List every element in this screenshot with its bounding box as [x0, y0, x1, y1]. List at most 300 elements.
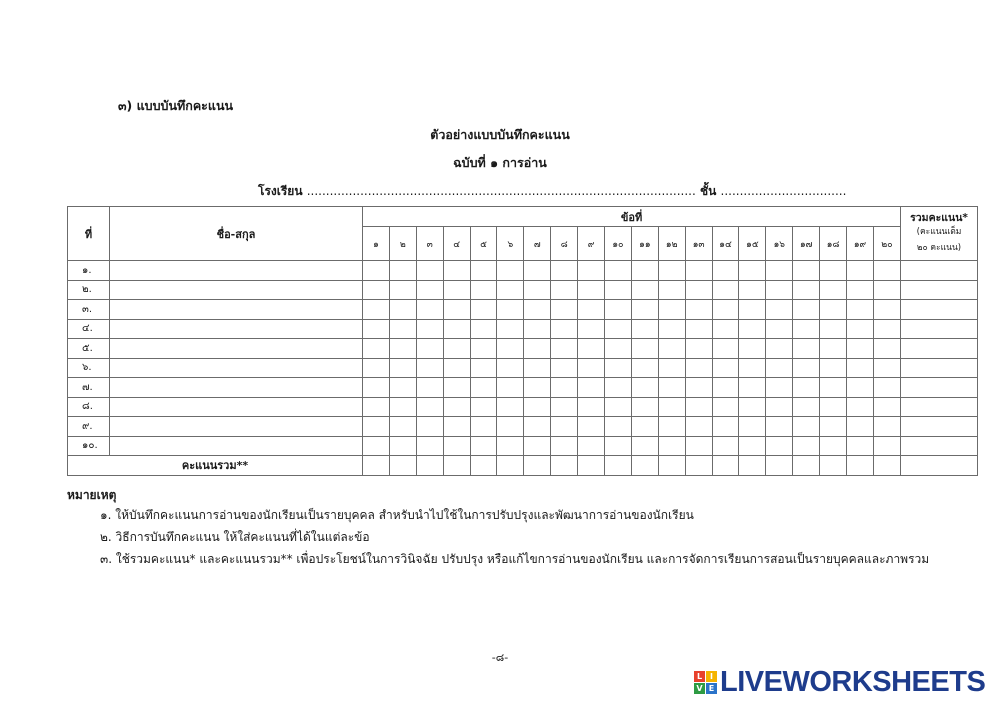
item-score-cell[interactable]: [658, 436, 685, 456]
row-total-cell[interactable]: [901, 378, 978, 398]
item-score-cell[interactable]: [578, 319, 605, 339]
item-score-cell[interactable]: [416, 300, 443, 320]
item-score-cell[interactable]: [873, 417, 900, 437]
item-score-cell[interactable]: [578, 378, 605, 398]
item-score-cell[interactable]: [524, 417, 551, 437]
item-score-cell[interactable]: [470, 358, 497, 378]
item-score-cell[interactable]: [739, 378, 766, 398]
form-title: ตัวอย่างแบบบันทึกคะแนน: [430, 127, 570, 142]
item-score-cell[interactable]: [873, 280, 900, 300]
item-sum-cell[interactable]: [389, 456, 416, 476]
item-score-cell[interactable]: [443, 261, 470, 281]
item-score-cell[interactable]: [497, 417, 524, 437]
item-score-cell[interactable]: [416, 378, 443, 398]
item-score-cell[interactable]: [551, 339, 578, 359]
item-score-cell[interactable]: [793, 300, 820, 320]
student-name-cell[interactable]: [110, 358, 363, 378]
item-score-cell[interactable]: [766, 436, 793, 456]
item-score-cell[interactable]: [578, 339, 605, 359]
item-score-cell[interactable]: [443, 280, 470, 300]
item-score-cell[interactable]: [658, 358, 685, 378]
item-score-cell[interactable]: [631, 300, 658, 320]
item-score-cell[interactable]: [416, 319, 443, 339]
item-score-cell[interactable]: [497, 397, 524, 417]
form-subtitle: ฉบับที่ ๑ การอ่าน: [453, 155, 547, 170]
item-score-cell[interactable]: [820, 261, 847, 281]
item-score-cell[interactable]: [605, 319, 632, 339]
table-row: [68, 417, 978, 437]
item-score-cell[interactable]: [363, 300, 390, 320]
item-score-cell[interactable]: [605, 436, 632, 456]
liveworksheets-logo-icon: [694, 671, 717, 694]
item-score-cell[interactable]: [658, 378, 685, 398]
item-score-cell[interactable]: [847, 397, 874, 417]
row-number: ๑.: [68, 261, 110, 281]
school-field[interactable]: ......................................................................................................: [306, 184, 696, 198]
item-score-cell[interactable]: [578, 358, 605, 378]
item-score-cell[interactable]: [685, 417, 712, 437]
item-score-cell[interactable]: [685, 261, 712, 281]
item-number-header: ๑๑: [631, 227, 658, 261]
item-score-cell[interactable]: [578, 436, 605, 456]
item-score-cell[interactable]: [470, 339, 497, 359]
item-score-cell[interactable]: [766, 397, 793, 417]
item-score-cell[interactable]: [497, 339, 524, 359]
item-score-cell[interactable]: [685, 378, 712, 398]
item-score-cell[interactable]: [712, 436, 739, 456]
item-score-cell[interactable]: [712, 358, 739, 378]
notes-heading: หมายเหตุ: [67, 488, 117, 502]
item-number-header: ๑๓: [685, 227, 712, 261]
total-header-sub1: (คะแนนเต็ม: [916, 226, 962, 237]
item-score-cell[interactable]: [389, 319, 416, 339]
note-2: ๒. วิธีการบันทึกคะแนน ให้ใส่คะแนนที่ได้ในแต่ละข้อ: [100, 530, 370, 544]
item-score-cell[interactable]: [793, 319, 820, 339]
item-sum-cell[interactable]: [631, 456, 658, 476]
item-score-cell[interactable]: [470, 417, 497, 437]
item-score-cell[interactable]: [820, 319, 847, 339]
logo-tile: V: [694, 683, 705, 694]
item-score-cell[interactable]: [658, 397, 685, 417]
row-total-cell[interactable]: [901, 300, 978, 320]
item-score-cell[interactable]: [847, 261, 874, 281]
row-total-cell[interactable]: [901, 261, 978, 281]
table-row: [68, 378, 978, 398]
score-table: [67, 206, 978, 476]
item-score-cell[interactable]: [658, 261, 685, 281]
item-score-cell[interactable]: [712, 378, 739, 398]
logo-tile: I: [706, 671, 717, 682]
item-score-cell[interactable]: [363, 358, 390, 378]
student-name-cell[interactable]: [110, 300, 363, 320]
item-score-cell[interactable]: [766, 261, 793, 281]
item-score-cell[interactable]: [443, 339, 470, 359]
item-score-cell[interactable]: [551, 417, 578, 437]
item-score-cell[interactable]: [497, 436, 524, 456]
item-score-cell[interactable]: [605, 339, 632, 359]
item-number-header: ๑๗: [793, 227, 820, 261]
item-score-cell[interactable]: [820, 417, 847, 437]
item-score-cell[interactable]: [847, 300, 874, 320]
item-score-cell[interactable]: [631, 358, 658, 378]
item-number-header: ๓: [416, 227, 443, 261]
item-score-cell[interactable]: [363, 339, 390, 359]
item-score-cell[interactable]: [631, 261, 658, 281]
row-total-cell[interactable]: [901, 319, 978, 339]
item-score-cell[interactable]: [605, 378, 632, 398]
item-score-cell[interactable]: [766, 358, 793, 378]
item-score-cell[interactable]: [524, 436, 551, 456]
student-name-cell[interactable]: [110, 280, 363, 300]
item-score-cell[interactable]: [739, 358, 766, 378]
item-score-cell[interactable]: [363, 378, 390, 398]
item-number-header: ๑๒: [658, 227, 685, 261]
item-score-cell[interactable]: [631, 339, 658, 359]
item-score-cell[interactable]: [416, 339, 443, 359]
item-score-cell[interactable]: [820, 300, 847, 320]
item-score-cell[interactable]: [524, 319, 551, 339]
item-score-cell[interactable]: [605, 280, 632, 300]
item-sum-cell[interactable]: [578, 456, 605, 476]
item-score-cell[interactable]: [605, 417, 632, 437]
item-score-cell[interactable]: [443, 300, 470, 320]
item-score-cell[interactable]: [631, 319, 658, 339]
item-score-cell[interactable]: [685, 358, 712, 378]
table-body: [68, 261, 978, 476]
item-score-cell[interactable]: [389, 436, 416, 456]
item-score-cell[interactable]: [551, 436, 578, 456]
item-score-cell[interactable]: [739, 417, 766, 437]
item-score-cell[interactable]: [766, 319, 793, 339]
col-header-name: ชื่อ-สกุล: [110, 207, 363, 261]
item-score-cell[interactable]: [605, 261, 632, 281]
item-score-cell[interactable]: [524, 300, 551, 320]
item-sum-cell[interactable]: [658, 456, 685, 476]
school-grade-line: [258, 182, 846, 201]
item-score-cell[interactable]: [551, 358, 578, 378]
item-score-cell[interactable]: [820, 280, 847, 300]
item-score-cell[interactable]: [685, 397, 712, 417]
item-score-cell[interactable]: [605, 300, 632, 320]
item-score-cell[interactable]: [470, 378, 497, 398]
item-score-cell[interactable]: [470, 300, 497, 320]
table-row: [68, 358, 978, 378]
item-number-header: ๑๔: [712, 227, 739, 261]
item-score-cell[interactable]: [712, 417, 739, 437]
item-score-cell[interactable]: [497, 300, 524, 320]
item-score-cell[interactable]: [524, 339, 551, 359]
item-sum-cell[interactable]: [443, 456, 470, 476]
item-number-header: ๑๙: [847, 227, 874, 261]
item-score-cell[interactable]: [685, 300, 712, 320]
item-score-cell[interactable]: [443, 417, 470, 437]
item-score-cell[interactable]: [739, 280, 766, 300]
item-score-cell[interactable]: [820, 397, 847, 417]
item-score-cell[interactable]: [389, 261, 416, 281]
item-score-cell[interactable]: [712, 319, 739, 339]
grade-field[interactable]: .................................: [720, 184, 847, 198]
item-number-header: ๒: [389, 227, 416, 261]
item-score-cell[interactable]: [739, 261, 766, 281]
liveworksheets-brand[interactable]: [694, 667, 985, 697]
item-score-cell[interactable]: [551, 280, 578, 300]
item-score-cell[interactable]: [470, 261, 497, 281]
item-score-cell[interactable]: [631, 417, 658, 437]
item-score-cell[interactable]: [497, 378, 524, 398]
item-score-cell[interactable]: [551, 300, 578, 320]
item-number-header: ๖: [497, 227, 524, 261]
col-header-items: ข้อที่: [363, 207, 901, 227]
item-score-cell[interactable]: [712, 397, 739, 417]
item-score-cell[interactable]: [847, 436, 874, 456]
row-total-cell[interactable]: [901, 417, 978, 437]
item-score-cell[interactable]: [712, 261, 739, 281]
item-score-cell[interactable]: [658, 280, 685, 300]
table-row: [68, 319, 978, 339]
brand-text: LIVEWORKSHEETS: [720, 665, 986, 698]
item-score-cell[interactable]: [363, 417, 390, 437]
item-number-header: ๑๖: [766, 227, 793, 261]
item-score-cell[interactable]: [497, 280, 524, 300]
item-score-cell[interactable]: [524, 280, 551, 300]
item-score-cell[interactable]: [416, 417, 443, 437]
item-score-cell[interactable]: [793, 280, 820, 300]
item-score-cell[interactable]: [389, 397, 416, 417]
item-score-cell[interactable]: [524, 397, 551, 417]
item-score-cell[interactable]: [712, 300, 739, 320]
item-score-cell[interactable]: [820, 436, 847, 456]
item-score-cell[interactable]: [389, 280, 416, 300]
item-sum-cell[interactable]: [685, 456, 712, 476]
item-score-cell[interactable]: [416, 358, 443, 378]
student-name-cell[interactable]: [110, 397, 363, 417]
item-score-cell[interactable]: [873, 397, 900, 417]
item-sum-cell[interactable]: [820, 456, 847, 476]
item-score-cell[interactable]: [820, 358, 847, 378]
item-score-cell[interactable]: [873, 378, 900, 398]
item-score-cell[interactable]: [443, 358, 470, 378]
logo-tile: L: [694, 671, 705, 682]
item-score-cell[interactable]: [739, 397, 766, 417]
item-sum-cell[interactable]: [497, 456, 524, 476]
item-score-cell[interactable]: [389, 358, 416, 378]
item-sum-cell[interactable]: [470, 456, 497, 476]
item-sum-cell[interactable]: [873, 456, 900, 476]
item-score-cell[interactable]: [497, 319, 524, 339]
col-header-no: ที่: [68, 207, 110, 261]
col-header-total: [901, 207, 978, 261]
item-score-cell[interactable]: [497, 261, 524, 281]
item-score-cell[interactable]: [873, 436, 900, 456]
item-score-cell[interactable]: [793, 417, 820, 437]
item-score-cell[interactable]: [389, 300, 416, 320]
item-score-cell[interactable]: [443, 319, 470, 339]
item-sum-cell[interactable]: [416, 456, 443, 476]
item-score-cell[interactable]: [389, 417, 416, 437]
item-score-cell[interactable]: [470, 280, 497, 300]
item-score-cell[interactable]: [363, 436, 390, 456]
table-row: [68, 261, 978, 281]
item-number-header: ๑๕: [739, 227, 766, 261]
item-score-cell[interactable]: [793, 378, 820, 398]
item-score-cell[interactable]: [685, 280, 712, 300]
row-number: ๗.: [68, 378, 110, 398]
item-score-cell[interactable]: [873, 339, 900, 359]
item-sum-cell[interactable]: [551, 456, 578, 476]
item-score-cell[interactable]: [873, 261, 900, 281]
item-score-cell[interactable]: [793, 358, 820, 378]
row-number: ๑๐.: [68, 436, 110, 456]
item-score-cell[interactable]: [793, 261, 820, 281]
row-total-cell[interactable]: [901, 339, 978, 359]
item-score-cell[interactable]: [524, 261, 551, 281]
student-name-cell[interactable]: [110, 417, 363, 437]
item-score-cell[interactable]: [416, 280, 443, 300]
item-sum-cell[interactable]: [847, 456, 874, 476]
item-score-cell[interactable]: [470, 319, 497, 339]
table-row: [68, 436, 978, 456]
item-score-cell[interactable]: [578, 261, 605, 281]
item-score-cell[interactable]: [416, 397, 443, 417]
item-score-cell[interactable]: [739, 319, 766, 339]
item-score-cell[interactable]: [551, 319, 578, 339]
item-number-header: ๑๐: [605, 227, 632, 261]
item-score-cell[interactable]: [658, 300, 685, 320]
item-score-cell[interactable]: [766, 300, 793, 320]
item-score-cell[interactable]: [766, 378, 793, 398]
item-score-cell[interactable]: [631, 378, 658, 398]
item-score-cell[interactable]: [551, 378, 578, 398]
item-sum-cell[interactable]: [363, 456, 390, 476]
item-score-cell[interactable]: [363, 280, 390, 300]
item-score-cell[interactable]: [631, 436, 658, 456]
item-score-cell[interactable]: [416, 436, 443, 456]
item-number-header: ๘: [551, 227, 578, 261]
item-score-cell[interactable]: [847, 417, 874, 437]
item-score-cell[interactable]: [685, 436, 712, 456]
row-total-cell[interactable]: [901, 397, 978, 417]
item-score-cell[interactable]: [363, 397, 390, 417]
item-score-cell[interactable]: [873, 358, 900, 378]
item-sum-cell[interactable]: [739, 456, 766, 476]
item-score-cell[interactable]: [793, 339, 820, 359]
total-header-sub2: ๒๐ คะแนน): [916, 242, 962, 253]
student-name-cell[interactable]: [110, 319, 363, 339]
sum-row: [68, 456, 978, 476]
item-score-cell[interactable]: [578, 300, 605, 320]
item-score-cell[interactable]: [578, 417, 605, 437]
item-score-cell[interactable]: [416, 261, 443, 281]
item-score-cell[interactable]: [820, 339, 847, 359]
item-score-cell[interactable]: [363, 261, 390, 281]
student-name-cell[interactable]: [110, 261, 363, 281]
item-number-header: ๕: [470, 227, 497, 261]
row-total-cell[interactable]: [901, 436, 978, 456]
item-score-cell[interactable]: [847, 280, 874, 300]
item-sum-cell[interactable]: [524, 456, 551, 476]
item-score-cell[interactable]: [847, 378, 874, 398]
item-score-cell[interactable]: [524, 358, 551, 378]
grade-label: ชั้น: [699, 184, 717, 198]
item-score-cell[interactable]: [847, 319, 874, 339]
table-row: [68, 300, 978, 320]
item-number-header: ๗: [524, 227, 551, 261]
item-score-cell[interactable]: [873, 300, 900, 320]
row-total-cell[interactable]: [901, 358, 978, 378]
item-score-cell[interactable]: [820, 378, 847, 398]
item-score-cell[interactable]: [470, 436, 497, 456]
table-row: [68, 397, 978, 417]
item-score-cell[interactable]: [685, 319, 712, 339]
item-score-cell[interactable]: [739, 436, 766, 456]
item-score-cell[interactable]: [766, 280, 793, 300]
item-score-cell[interactable]: [578, 397, 605, 417]
row-number: ๔.: [68, 319, 110, 339]
item-score-cell[interactable]: [712, 280, 739, 300]
student-name-cell[interactable]: [110, 378, 363, 398]
item-score-cell[interactable]: [389, 378, 416, 398]
grand-total-cell[interactable]: [901, 456, 978, 476]
item-sum-cell[interactable]: [793, 456, 820, 476]
item-score-cell[interactable]: [847, 339, 874, 359]
item-score-cell[interactable]: [712, 339, 739, 359]
item-score-cell[interactable]: [793, 436, 820, 456]
item-score-cell[interactable]: [363, 319, 390, 339]
logo-tile: E: [706, 683, 717, 694]
item-score-cell[interactable]: [739, 339, 766, 359]
school-label: โรงเรียน: [258, 184, 303, 198]
item-number-header: ๑: [363, 227, 390, 261]
table-row: [68, 280, 978, 300]
item-score-cell[interactable]: [578, 280, 605, 300]
item-score-cell[interactable]: [685, 339, 712, 359]
item-score-cell[interactable]: [524, 378, 551, 398]
item-score-cell[interactable]: [873, 319, 900, 339]
item-score-cell[interactable]: [739, 300, 766, 320]
row-total-cell[interactable]: [901, 280, 978, 300]
item-score-cell[interactable]: [470, 397, 497, 417]
item-sum-cell[interactable]: [605, 456, 632, 476]
item-score-cell[interactable]: [551, 397, 578, 417]
item-score-cell[interactable]: [658, 339, 685, 359]
item-score-cell[interactable]: [766, 339, 793, 359]
item-score-cell[interactable]: [631, 280, 658, 300]
item-score-cell[interactable]: [389, 339, 416, 359]
row-number: ๙.: [68, 417, 110, 437]
item-number-header: ๔: [443, 227, 470, 261]
student-name-cell[interactable]: [110, 339, 363, 359]
row-number: ๕.: [68, 339, 110, 359]
item-score-cell[interactable]: [631, 397, 658, 417]
item-score-cell[interactable]: [605, 358, 632, 378]
student-name-cell[interactable]: [110, 436, 363, 456]
item-score-cell[interactable]: [793, 397, 820, 417]
item-score-cell[interactable]: [443, 436, 470, 456]
note-1: ๑. ให้บันทึกคะแนนการอ่านของนักเรียนเป็นรายบุคคล สำหรับนำไปใช้ในการปรับปรุงและพัฒนาการอ่านของนักเรียน: [100, 508, 694, 522]
item-score-cell[interactable]: [497, 358, 524, 378]
item-score-cell[interactable]: [605, 397, 632, 417]
item-score-cell[interactable]: [847, 358, 874, 378]
item-sum-cell[interactable]: [712, 456, 739, 476]
item-score-cell[interactable]: [443, 378, 470, 398]
item-score-cell[interactable]: [658, 319, 685, 339]
item-score-cell[interactable]: [443, 397, 470, 417]
item-number-header: ๙: [578, 227, 605, 261]
item-score-cell[interactable]: [658, 417, 685, 437]
item-score-cell[interactable]: [766, 417, 793, 437]
item-score-cell[interactable]: [551, 261, 578, 281]
item-sum-cell[interactable]: [766, 456, 793, 476]
